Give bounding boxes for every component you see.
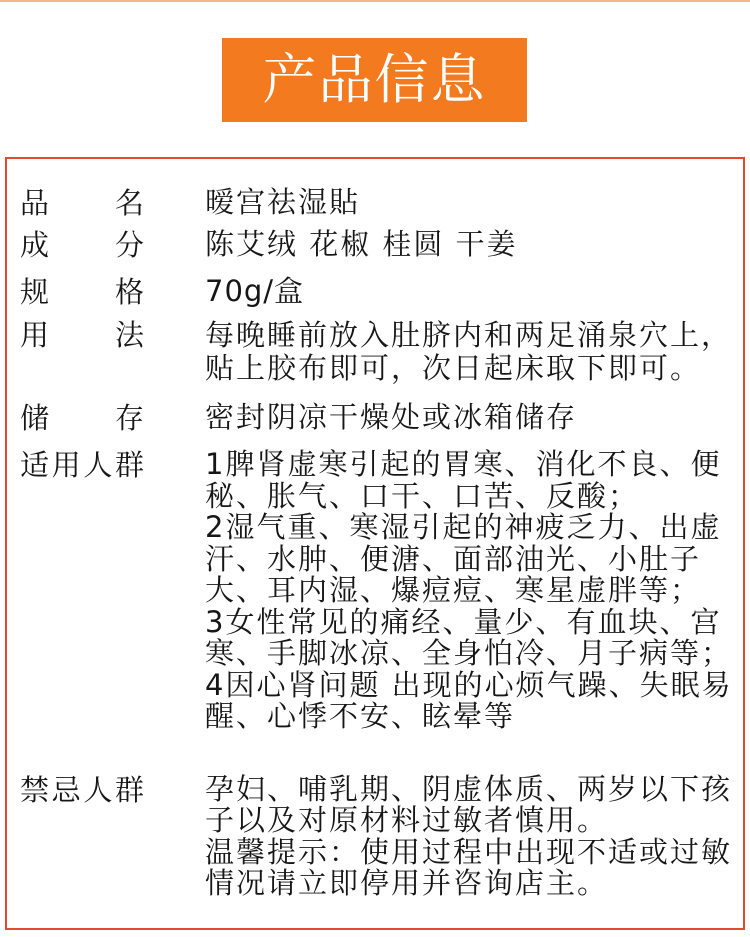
info-value [205, 402, 577, 434]
label-char: 品 [20, 186, 50, 220]
info-value [205, 774, 732, 899]
info-value-line: 寒、手脚冰凉、全身怕冷、月子病等； [205, 636, 733, 670]
label-char: 群 [114, 448, 144, 482]
info-value-line: 3女性常见的痛经、量少、有血块、宫 [205, 604, 722, 639]
top-divider-line [0, 0, 750, 2]
section-banner [222, 38, 527, 122]
info-value-line: 大、耳内湿、爆痘痘、寒星虚胖等； [205, 573, 702, 607]
info-value [205, 276, 304, 308]
label-char: 群 [114, 773, 144, 807]
label-char: 用 [20, 318, 50, 352]
info-value-line: 陈艾绒 花椒 桂圆 干姜 [205, 227, 518, 261]
info-value [205, 187, 360, 219]
label-char: 忌 [51, 773, 81, 807]
label-char: 用 [51, 448, 81, 482]
info-value [205, 229, 518, 261]
info-value-line: 1脾肾虚寒引起的胃寒、消化不良、便 [205, 447, 722, 481]
label-char: 储 [20, 401, 50, 435]
info-label [20, 187, 144, 219]
info-value-line: 70g/盒 [205, 274, 305, 308]
info-value [205, 319, 732, 385]
label-char: 成 [20, 228, 50, 262]
info-value-line: 情况请立即停用并咨询店主。 [205, 865, 609, 900]
info-label [20, 449, 144, 481]
info-value-line: 2湿气重、寒湿引起的神疲乏力、出虚 [205, 510, 722, 544]
label-char: 禁 [20, 773, 50, 807]
label-char: 人 [83, 448, 113, 482]
label-char: 适 [20, 448, 50, 482]
label-char: 名 [114, 186, 144, 220]
info-value-line: 子以及对原材料过敏者慎用。 [205, 803, 609, 838]
info-label [20, 402, 144, 434]
info-label [20, 319, 144, 351]
label-char: 规 [20, 275, 50, 309]
label-char: 分 [114, 228, 144, 262]
info-label [20, 774, 144, 806]
label-char: 格 [114, 275, 144, 309]
info-value-line: 4因心肾问题 出现的心烦气躁、失眠易 [205, 667, 733, 702]
info-value-line: 孕妇、哺乳期、阴虚体质、两岁以下孩 [205, 772, 733, 806]
info-value-line: 密封阴凉干燥处或冰箱储存 [205, 400, 578, 434]
info-value-line: 汗、水肿、便溏、面部油光、小肚子 [205, 541, 702, 576]
label-char: 法 [114, 318, 144, 352]
info-value-line: 秘、胀气、口干、口苦、反酸； [205, 478, 640, 513]
info-label [20, 229, 144, 261]
info-value-line: 每晚睡前放入肚脐内和两足涌泉穴上， [205, 318, 733, 352]
info-label [20, 276, 144, 308]
label-char: 存 [114, 401, 144, 435]
product-info-box [5, 157, 745, 930]
info-value-line: 暧宫祛湿貼 [205, 185, 361, 219]
info-value [205, 449, 733, 733]
info-value-line: 温馨提示：使用过程中出现不适或过敏 [205, 834, 733, 869]
info-value-line: 贴上胶布即可，次日起床取下即可。 [205, 351, 702, 385]
info-value-line: 醒、心悸不安、眩晕等 [205, 699, 516, 733]
label-char: 人 [83, 773, 113, 807]
section-title: 产品信息 [262, 48, 487, 111]
